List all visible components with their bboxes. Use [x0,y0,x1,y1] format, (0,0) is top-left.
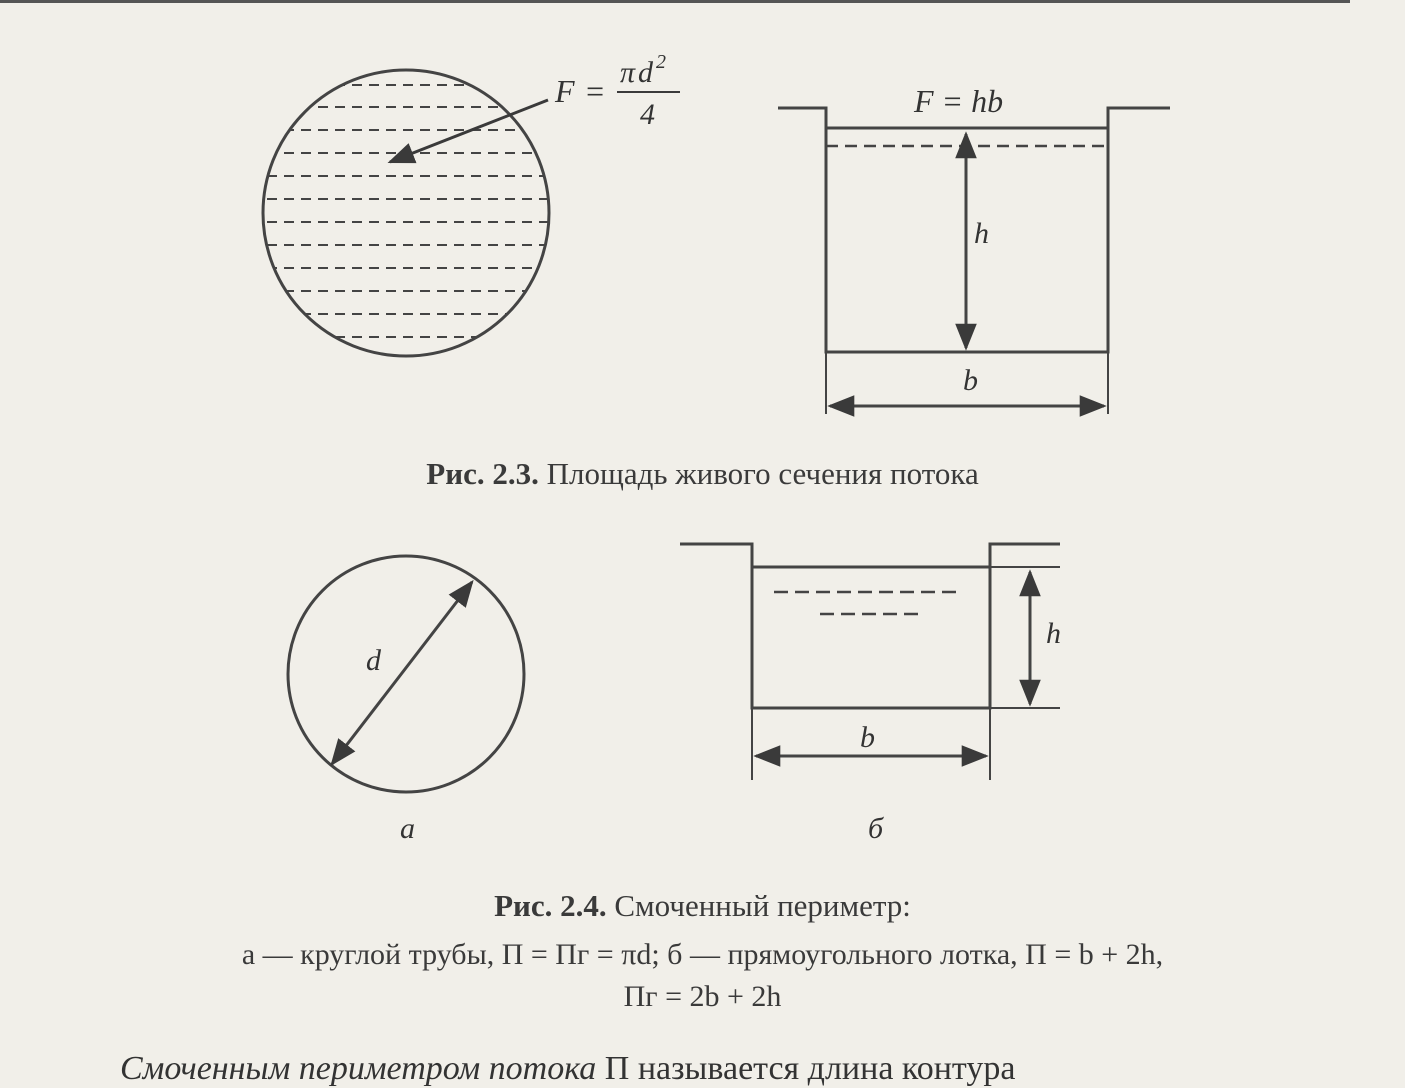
fig24-caption [0,888,1405,924]
fig23-label-h: h [974,217,989,250]
fig24a-sublabel: а [400,812,415,845]
fig24-legend-line1: а — круглой трубы, П = Пг = πd; б — прямоугольного лотка, П = b + 2h, [241,938,1164,971]
fig24-caption-text: Смоченный периметр: [614,888,911,923]
fig23-label-b: b [963,364,978,397]
fig24a-d-arrow [332,582,472,764]
body-italic-term: Смоченным периметром потока [120,1050,597,1087]
fig23-caption-num: Рис. 2.3. [426,456,539,491]
fig24b-label-h: h [1046,617,1061,650]
fig23-formula-pi: π [620,56,636,89]
fig23-rect-formula: F = hb [914,83,1004,119]
fig24b-sublabel: б [868,812,884,845]
fig23-formula-lhs: F [555,73,575,109]
fig24b-channel-walls [680,544,1060,708]
body-rest: П называется длина контура [596,1050,1016,1087]
body-paragraph-start [120,1050,1370,1088]
fig23-caption [0,456,1405,492]
fig24-caption-num: Рис. 2.4. [494,888,607,923]
fig23-circle-group [250,51,680,356]
fig23-caption-text: Площадь живого сечения потока [546,456,979,491]
fig23-formula-exp: 2 [656,51,666,73]
fig24-legend-line2: Пг = 2b + 2h [623,980,782,1013]
fig24a-label-d: d [366,644,381,677]
fig24a-circle [288,556,524,792]
fig24b-label-b: b [860,721,875,754]
fig23-formula-eq: = [584,73,606,109]
fig23-formula-d: d [638,56,653,89]
fig24a-group [288,556,524,792]
fig23-formula-den: 4 [640,98,655,131]
